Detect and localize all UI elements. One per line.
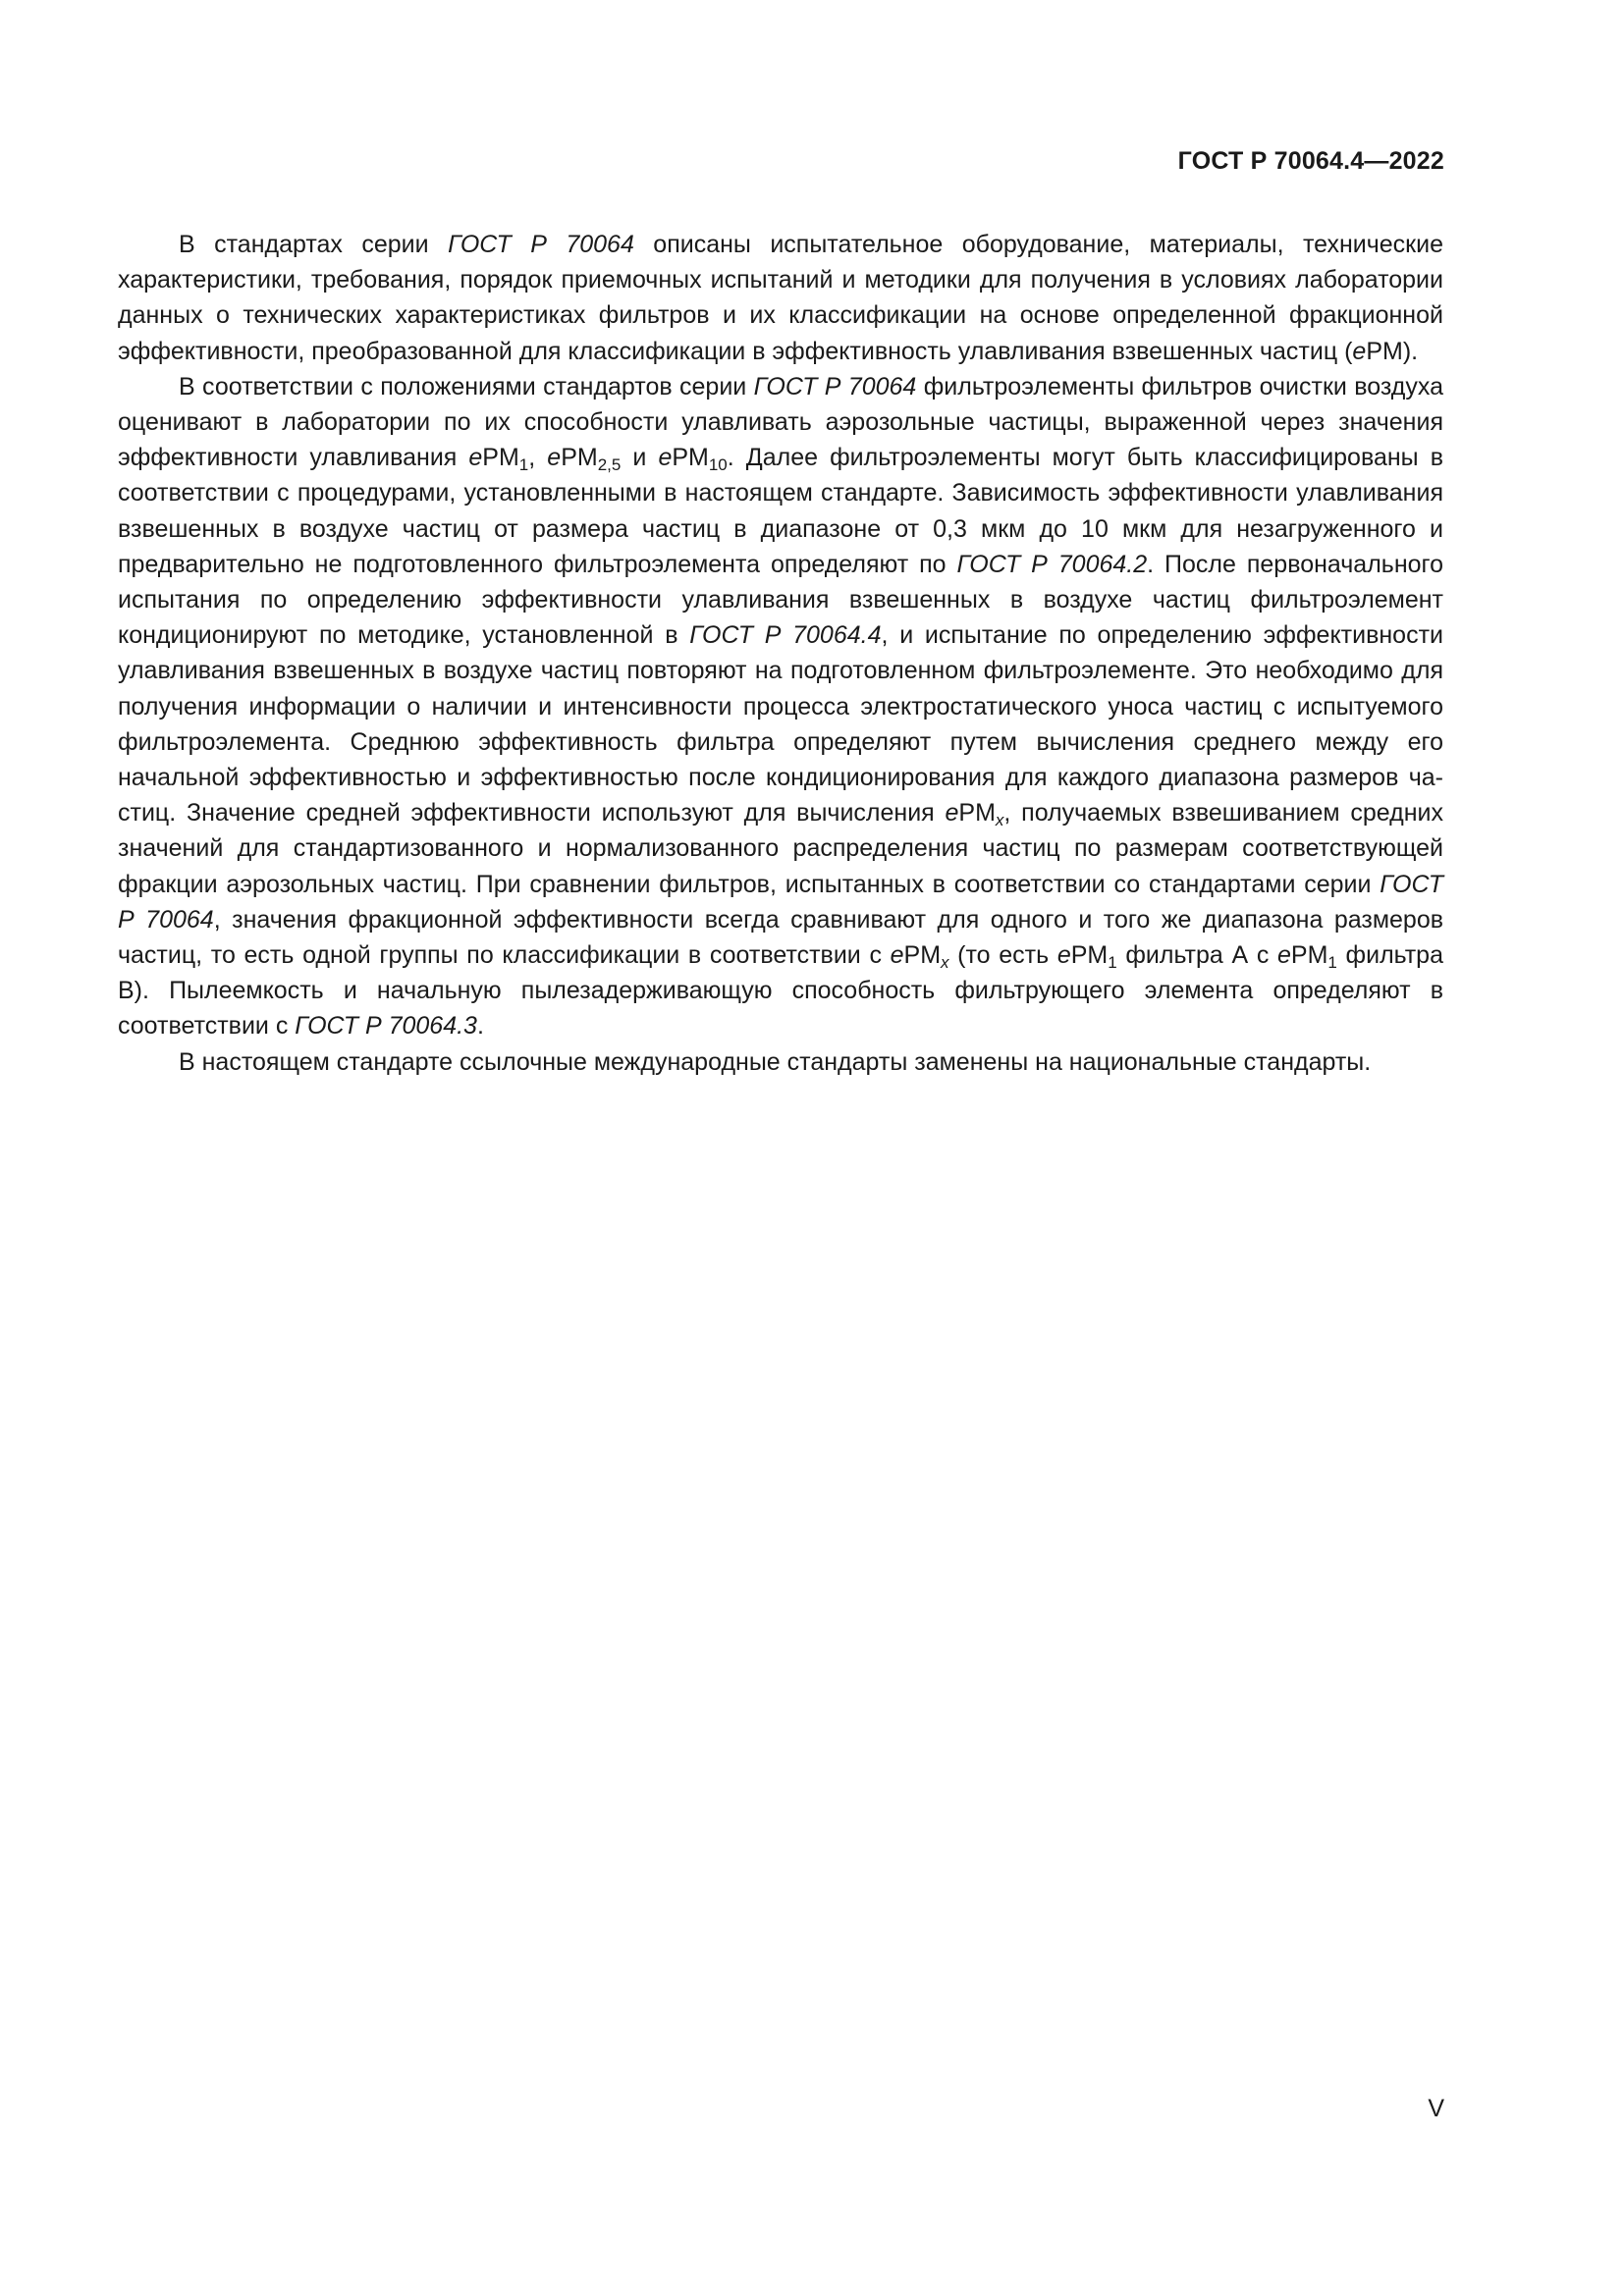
subscript: 2,5 [597, 455, 622, 475]
italic-text: e [945, 799, 959, 828]
italic-text: e [1352, 337, 1367, 365]
subscript: 1 [1327, 953, 1337, 973]
italic-text: ГОСТ Р 70064.2 [956, 550, 1148, 578]
italic-text: e [468, 444, 483, 472]
paragraph [118, 369, 1443, 1044]
paragraph [118, 227, 1443, 369]
italic-text: ГОСТ Р 70064 [118, 870, 1443, 934]
text-run: PM [1290, 941, 1328, 970]
document-id-header: ГОСТ Р 70064.4—2022 [1177, 147, 1444, 175]
text-run: фильтра В). Пылеемкость и начальную пылезадерживающую способность фильтрующего элемента определяют в соответствии с [118, 941, 1443, 1041]
text-run: PM [903, 941, 942, 970]
italic-text: ГОСТ Р 70064.3 [295, 1012, 477, 1041]
italic-text: e [890, 941, 904, 970]
text-run: В настоящем стандарте ссылочные международные стандарты заменены на национальные стандарты. [179, 1047, 1372, 1076]
subscript: 10 [708, 455, 728, 475]
subscript: x [995, 811, 1004, 830]
text-run: . [476, 1012, 484, 1041]
text-run: PM [672, 444, 709, 472]
text-run: В стандартах серии [179, 231, 449, 258]
text-run: , значения фракционной эффективности всегда сравнивают для одного и того же диапазона размеров частиц, то есть одной группы по классификации в соответствии с [118, 905, 1444, 970]
foreword-body [118, 227, 1443, 1080]
text-run: , [528, 444, 548, 472]
text-run: фильтроэлементы фильтров очистки воздуха оценивают в лаборатории по их способности улавливать аэрозольные частицы, выраженной через значения эффективности улавливания [118, 372, 1443, 472]
subscript: 1 [518, 455, 529, 475]
text-run: PM [1070, 941, 1109, 970]
italic-text: ГОСТ Р 70064 [448, 231, 634, 258]
paragraph [118, 1044, 1443, 1080]
text-run: . После первоначального испытания по определению эффективности улавливания взвешенных в воздухе частиц фильтроэлемент кондиционируют по методике, установленной в [118, 550, 1443, 650]
text-run: , и испытание по определению эффективности улавливания взвешенных в воздухе частиц повторяют на подготовленном фильтроэлементе. Это необходимо для получения информации о наличии и интенсивности процесса электростатического уноса частиц с испытуемого фильтроэлемента. Среднюю эффективность фильтра определяют путем вычисления среднего между его начальной эффективностью и эффективностью после кондиционирования для каждого диапазона размеров частиц. Значение средней эффективности используют для вычисления [118, 621, 1443, 828]
page-number: V [1428, 2095, 1444, 2122]
italic-text: e [658, 444, 673, 472]
text-run: PM [958, 799, 996, 828]
text-run: PM [561, 444, 598, 472]
text-run: . Далее фильтроэлементы могут быть классифицированы в соответствии с процедурами, установленными в настоящем стандарте. Зависимость эффективности улавливания взвешенных в воздухе частиц от размера частиц в диапазоне от 0,3 мкм до 10 мкм для незагруженного и предварительно не подготовленного фильтроэлемента определяют по [118, 444, 1443, 578]
italic-text: ГОСТ Р 70064.4 [689, 621, 882, 650]
text-run: (то есть [948, 941, 1057, 970]
text-run: В соответствии с положениями стандартов серии [179, 372, 754, 400]
italic-text: e [1056, 941, 1071, 970]
text-run: и [621, 444, 659, 472]
italic-text: ГОСТ Р 70064 [753, 372, 917, 400]
text-run: , получаемых взвешиванием средних значений для стандартизованного и нормализованного распределения частиц по размерам соответствующей фракции аэрозольных частиц. При сравнении фильтров, испытанных в соответствии со стандартами серии [118, 799, 1443, 898]
subscript: x [941, 953, 949, 973]
text-run: описаны испытательное оборудование, материалы, технические характеристики, требования, порядок приемочных испытаний и методики для получения в условиях лаборатории данных о технических характеристиках фильтров и их классификации на основе определенной фракционной эффективности, преобразованной для классификации в эффективность улавливания взвешенных частиц ( [118, 231, 1443, 365]
text-run: PM). [1366, 337, 1419, 365]
italic-text: e [547, 444, 562, 472]
text-run: фильтра А с [1116, 941, 1277, 970]
italic-text: e [1277, 941, 1291, 970]
text-run: PM [482, 444, 519, 472]
subscript: 1 [1108, 953, 1117, 973]
